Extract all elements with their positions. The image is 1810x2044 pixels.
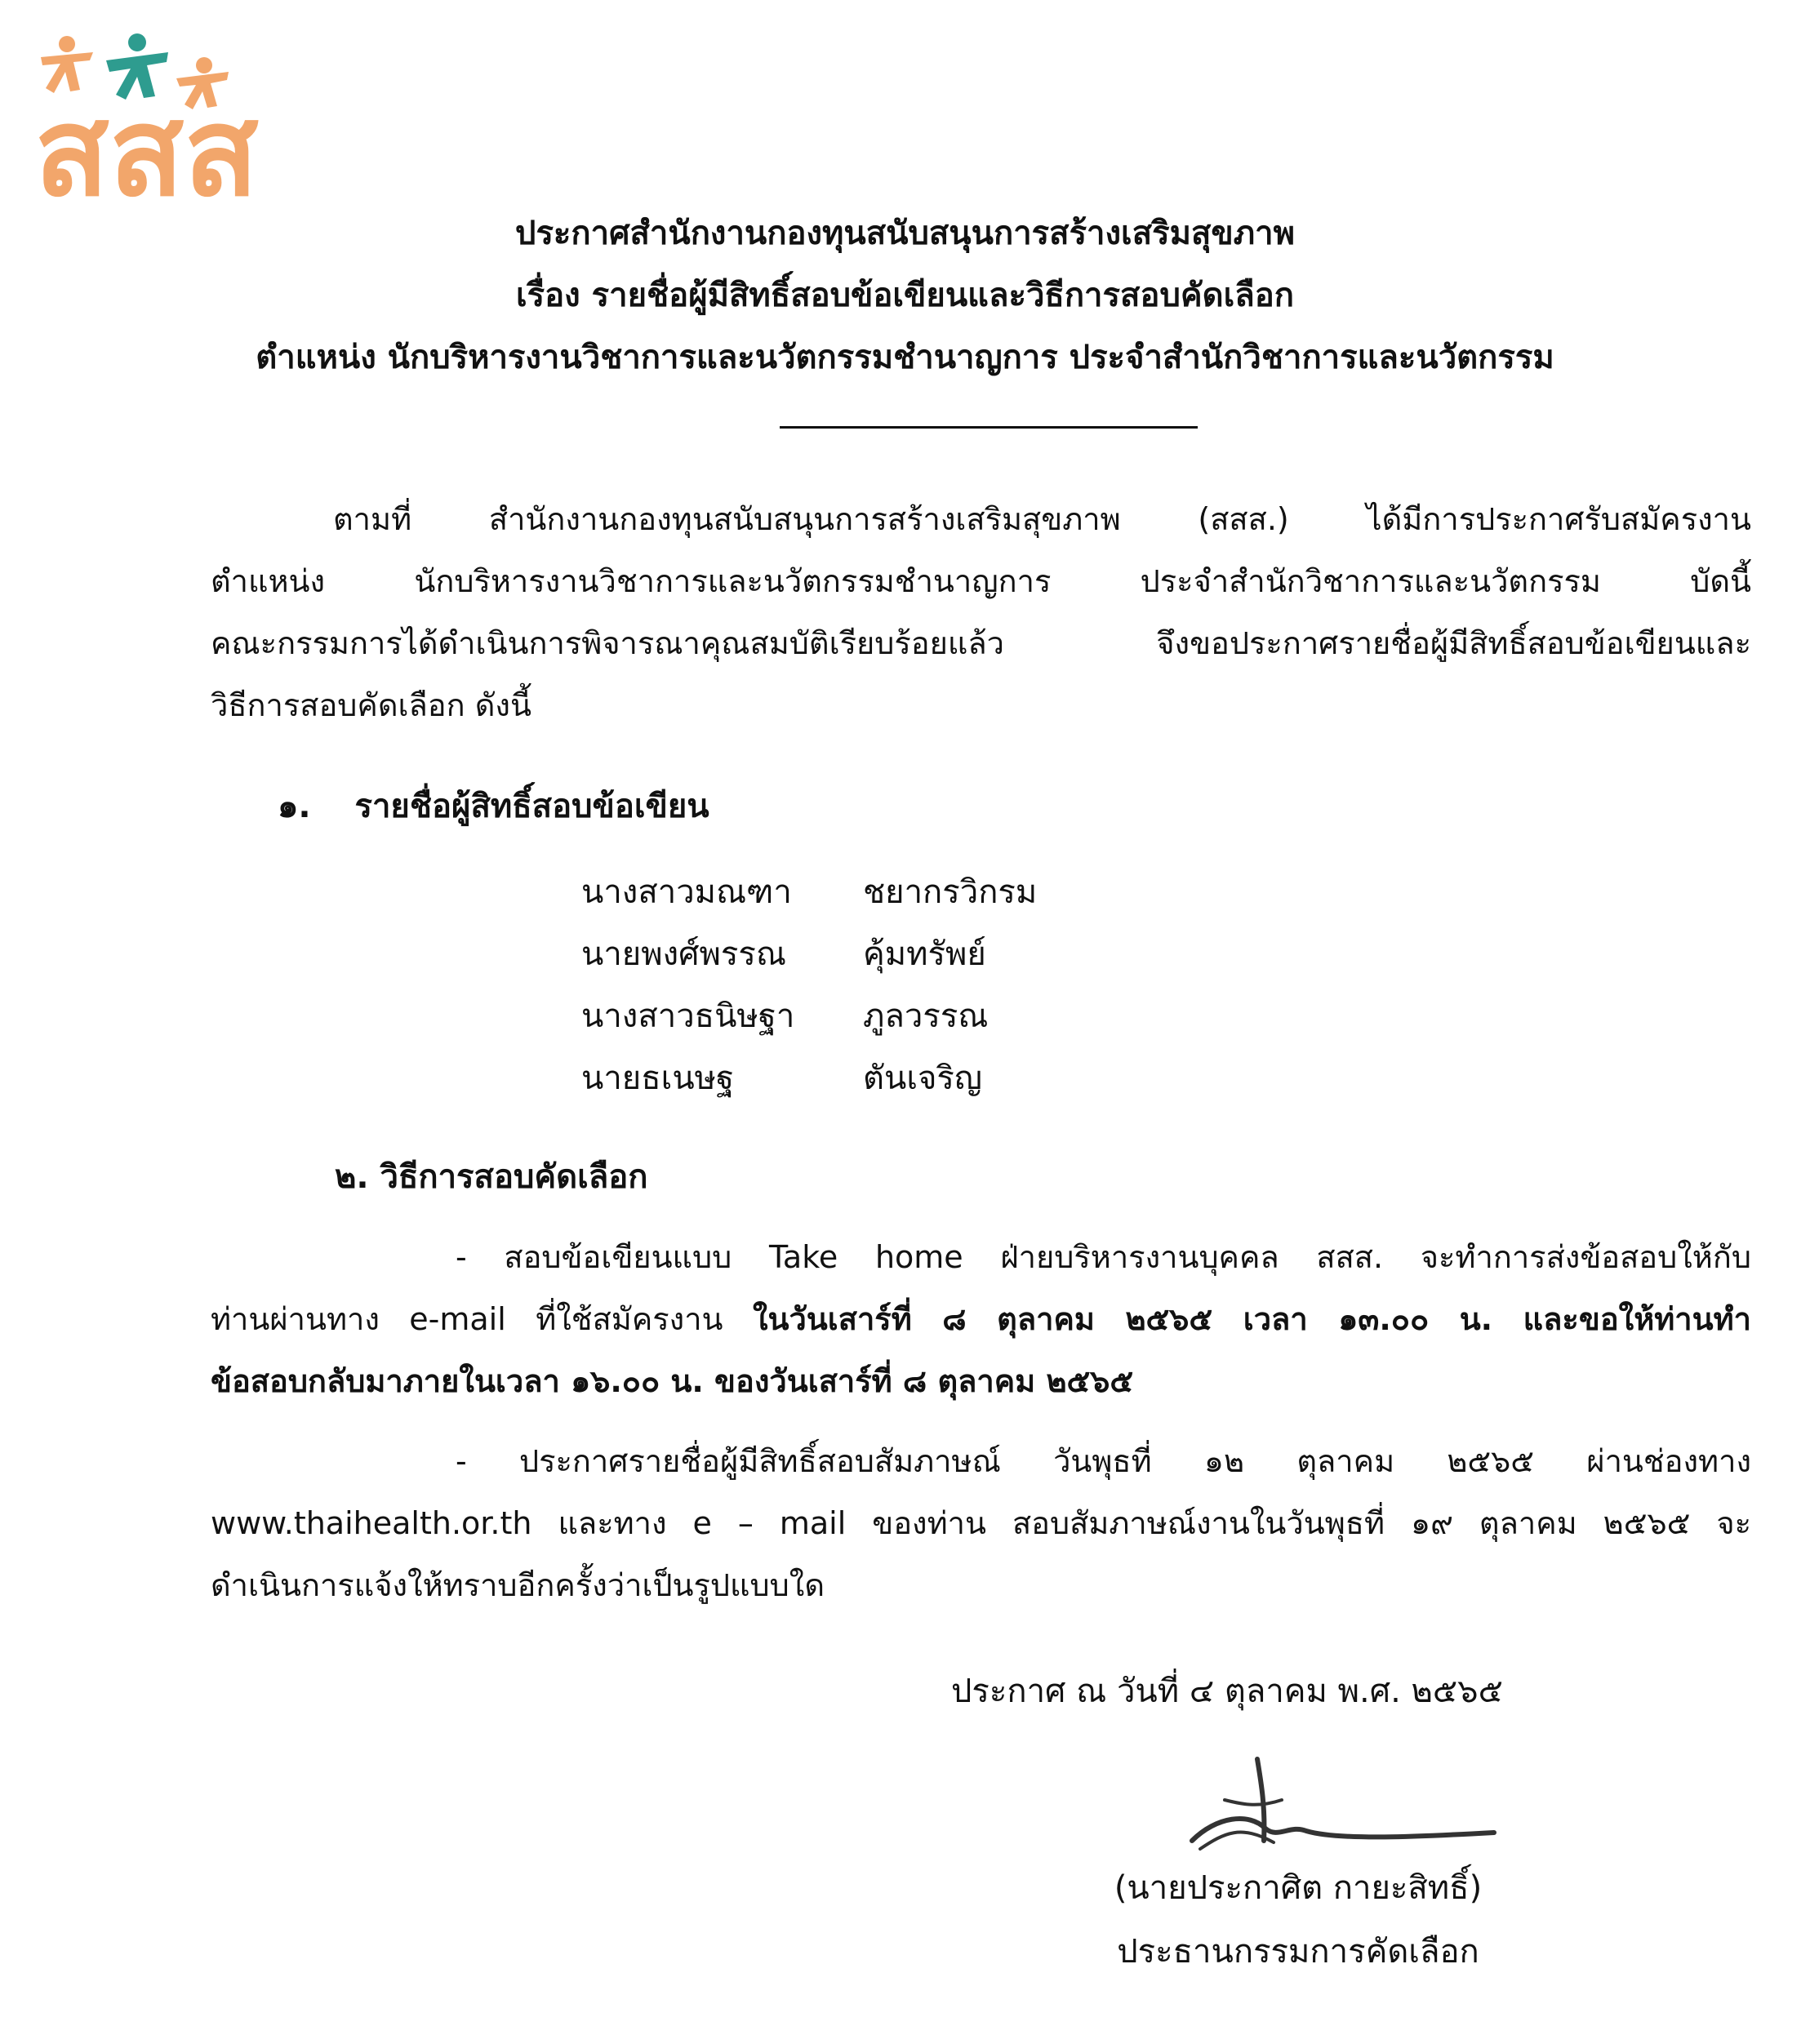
candidate-first-name: นายธเนษฐ <box>581 1060 735 1097</box>
item-2-line: ดำเนินการแจ้งให้ทราบอีกครั้งว่าเป็นรูปแบบใด <box>211 1567 825 1603</box>
item-1-line: - สอบข้อเขียนแบบ Take home ฝ่ายบริหารงานบุคคล สสส. จะทำการส่งข้อสอบให้กับ <box>456 1239 1751 1275</box>
list-item <box>581 985 1037 1047</box>
section-1-number: ๑. <box>278 788 311 825</box>
item-2-line: - ประกาศรายชื่อผู้มีสิทธิ์สอบสัมภาษณ์ วันพุธที่ ๑๒ ตุลาคม ๒๕๖๕ ผ่านช่องทาง <box>456 1443 1751 1479</box>
candidate-first-name: นางสาวธนิษฐา <box>581 998 795 1035</box>
candidate-list <box>581 861 1037 1109</box>
candidate-last-name: ตันเจริญ <box>863 1060 982 1097</box>
candidate-last-name: ชยากรวิกรม <box>863 873 1038 911</box>
section-2-heading: ๒. วิธีการสอบคัดเลือก <box>335 1158 648 1196</box>
header-subject: เรื่อง รายชื่อผู้มีสิทธิ์สอบข้อเขียนและวิธีการสอบคัดเลือก <box>516 277 1294 314</box>
section-2-item-1 <box>211 1226 1751 1412</box>
list-item <box>581 861 1037 923</box>
intro-paragraph <box>211 488 1751 736</box>
logo-wordmark: สสส <box>34 82 259 204</box>
candidate-last-name: คุ้มทรัพย์ <box>863 935 986 973</box>
header-title: ประกาศสำนักงานกองทุนสนับสนุนการสร้างเสริมสุขภาพ <box>515 215 1295 252</box>
signer-title: ประธานกรรมการคัดเลือก <box>1117 1933 1479 1971</box>
document-header <box>0 202 1810 389</box>
logo-figures-icon <box>33 24 310 204</box>
header-position: ตำแหน่ง นักบริหารงานวิชาการและนวัตกรรมชำนาญการ ประจำสำนักวิชาการและนวัตกรรม <box>256 339 1554 376</box>
signer-name: (นายประกาศิต กายะสิทธิ์) <box>1114 1869 1483 1907</box>
list-item <box>581 1047 1037 1109</box>
intro-line: วิธีการสอบคัดเลือก ดังนี้ <box>211 687 531 723</box>
item-1-line-normal: ท่านผ่านทาง e-mail ที่ใช้สมัครงาน <box>211 1301 753 1337</box>
item-2-line: www.thaihealth.or.th และทาง e – mail ของท่าน สอบสัมภาษณ์งานในวันพุธที่ ๑๙ ตุลาคม ๒๕๖๕ จะ <box>211 1505 1751 1541</box>
candidate-last-name: ภูลวรรณ <box>863 998 989 1035</box>
list-item <box>581 923 1037 985</box>
intro-line: ตำแหน่ง นักบริหารงานวิชาการและนวัตกรรมชำนาญการ ประจำสำนักวิชาการและนวัตกรรม บัดนี้ <box>211 563 1751 599</box>
intro-line: ตามที่ สำนักงานกองทุนสนับสนุนการสร้างเสริมสุขภาพ (สสส.) ได้มีการประกาศรับสมัครงาน <box>333 501 1751 537</box>
section-1-title: รายชื่อผู้สิทธิ์สอบข้อเขียน <box>354 788 709 825</box>
item-1-line: ข้อสอบกลับมาภายในเวลา ๑๖.๐๐ น. ของวันเสาร์ที่ ๘ ตุลาคม ๒๕๖๕ <box>211 1363 1134 1399</box>
section-1-heading <box>278 782 709 831</box>
candidate-first-name: นางสาวมณฑา <box>581 873 792 911</box>
header-divider <box>780 426 1198 429</box>
item-1-line <box>211 1288 1751 1350</box>
announce-date: ประกาศ ณ วันที่ ๔ ตุลาคม พ.ศ. ๒๕๖๕ <box>951 1673 1503 1710</box>
intro-line: คณะกรรมการได้ดำเนินการพิจารณาคุณสมบัติเรียบร้อยแล้ว จึงขอประกาศรายชื่อผู้มีสิทธิ์สอบข้อเขียนและ <box>211 625 1751 661</box>
section-2-item-2 <box>211 1430 1751 1616</box>
thaihealth-logo <box>33 24 310 204</box>
item-1-line-bold: ในวันเสาร์ที่ ๘ ตุลาคม ๒๕๖๕ เวลา ๑๓.๐๐ น. และขอให้ท่านทำ <box>752 1301 1751 1337</box>
candidate-first-name: นายพงศ์พรรณ <box>581 935 786 973</box>
signature-image <box>1176 1751 1502 1865</box>
